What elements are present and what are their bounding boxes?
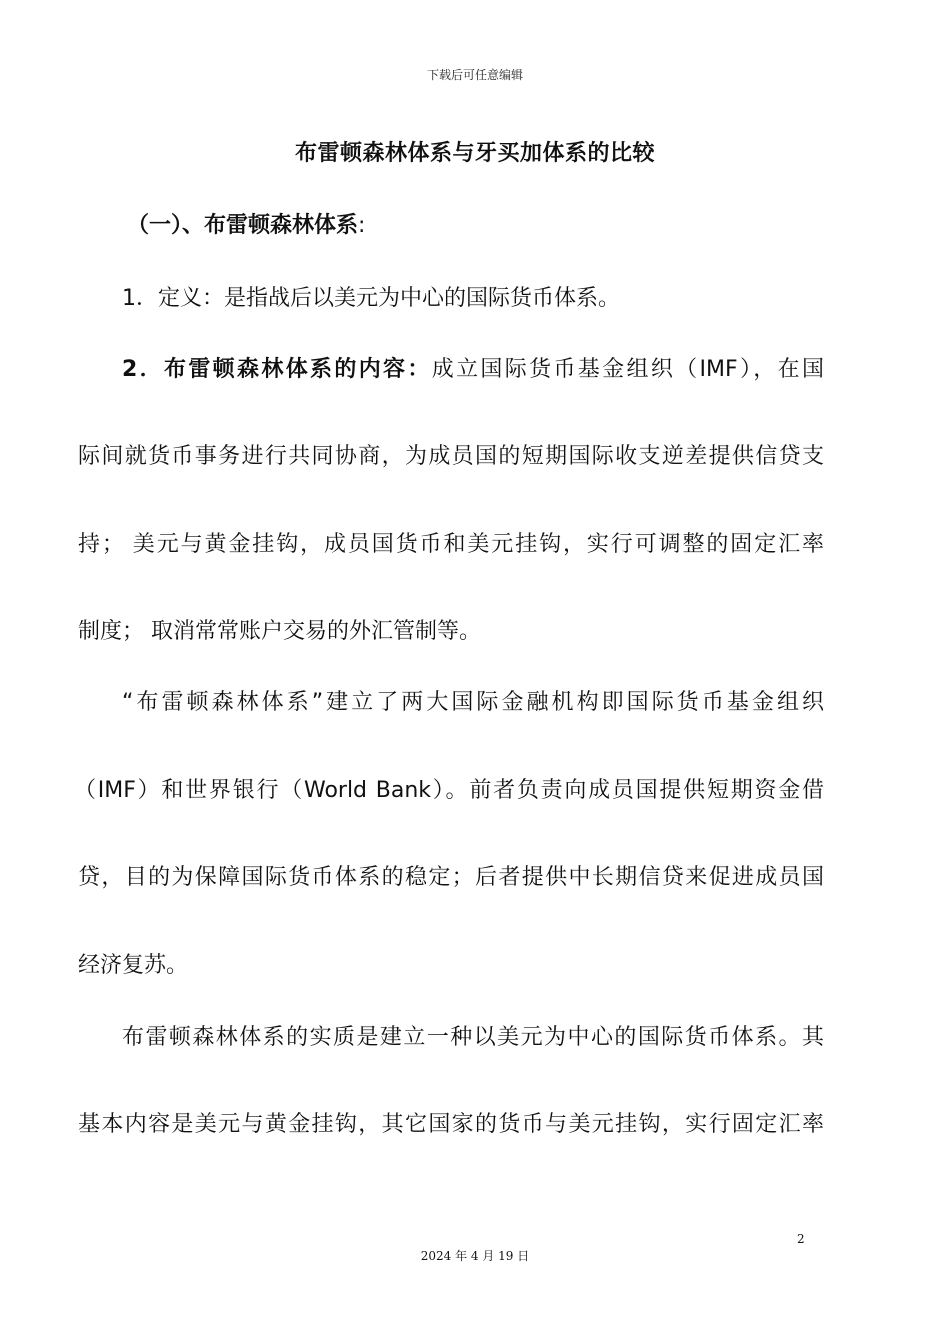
- paragraph-3-line-2: 基本内容是美元与黄金挂钩，其它国家的货币与美元挂钩，实行固定汇率: [78, 1112, 824, 1137]
- item-2-line-2: 际间就货币事务进行共同协商，为成员国的短期国际收支逆差提供信贷支: [78, 444, 824, 469]
- paragraph-3-line-1: 布雷顿森林体系的实质是建立一种以美元为中心的国际货币体系。其: [122, 1025, 824, 1050]
- item-2-line-3: 持； 美元与黄金挂钩，成员国货币和美元挂钩，实行可调整的固定汇率: [78, 532, 824, 557]
- section-heading-text: （一）、布雷顿森林体系: [127, 213, 359, 238]
- section-heading-colon: :: [358, 213, 366, 238]
- item-2-line-4: 制度； 取消常常账户交易的外汇管制等。: [78, 619, 481, 644]
- section-heading: [127, 211, 873, 241]
- paragraph-2-line-1: “布雷顿森林体系”建立了两大国际金融机构即国际货币基金组织: [122, 690, 824, 715]
- item-2-line-1: [122, 355, 824, 385]
- paragraph-2-line-3: 贷，目的为保障国际货币体系的稳定；后者提供中长期信贷来促进成员国: [78, 865, 824, 890]
- item-1-definition: 1．定义：是指战后以美元为中心的国际货币体系。: [122, 286, 620, 311]
- item-2-line-1-text: 成立国际货币基金组织（IMF），在国: [431, 357, 824, 382]
- paragraph-2-line-2: （IMF）和世界银行（World Bank）。前者负责向成员国提供短期资金借: [74, 778, 824, 803]
- paragraph-2-line-4: 经济复苏。: [78, 953, 189, 978]
- footer-date: 2024 年 4 月 19 日: [420, 1249, 530, 1263]
- header-note: 下载后可任意编辑: [426, 68, 523, 82]
- item-2-label: 2．布雷顿森林体系的内容：: [122, 357, 432, 382]
- page-number: 2: [797, 1232, 805, 1246]
- document-title: 布雷顿森林体系与牙买加体系的比较: [294, 141, 655, 166]
